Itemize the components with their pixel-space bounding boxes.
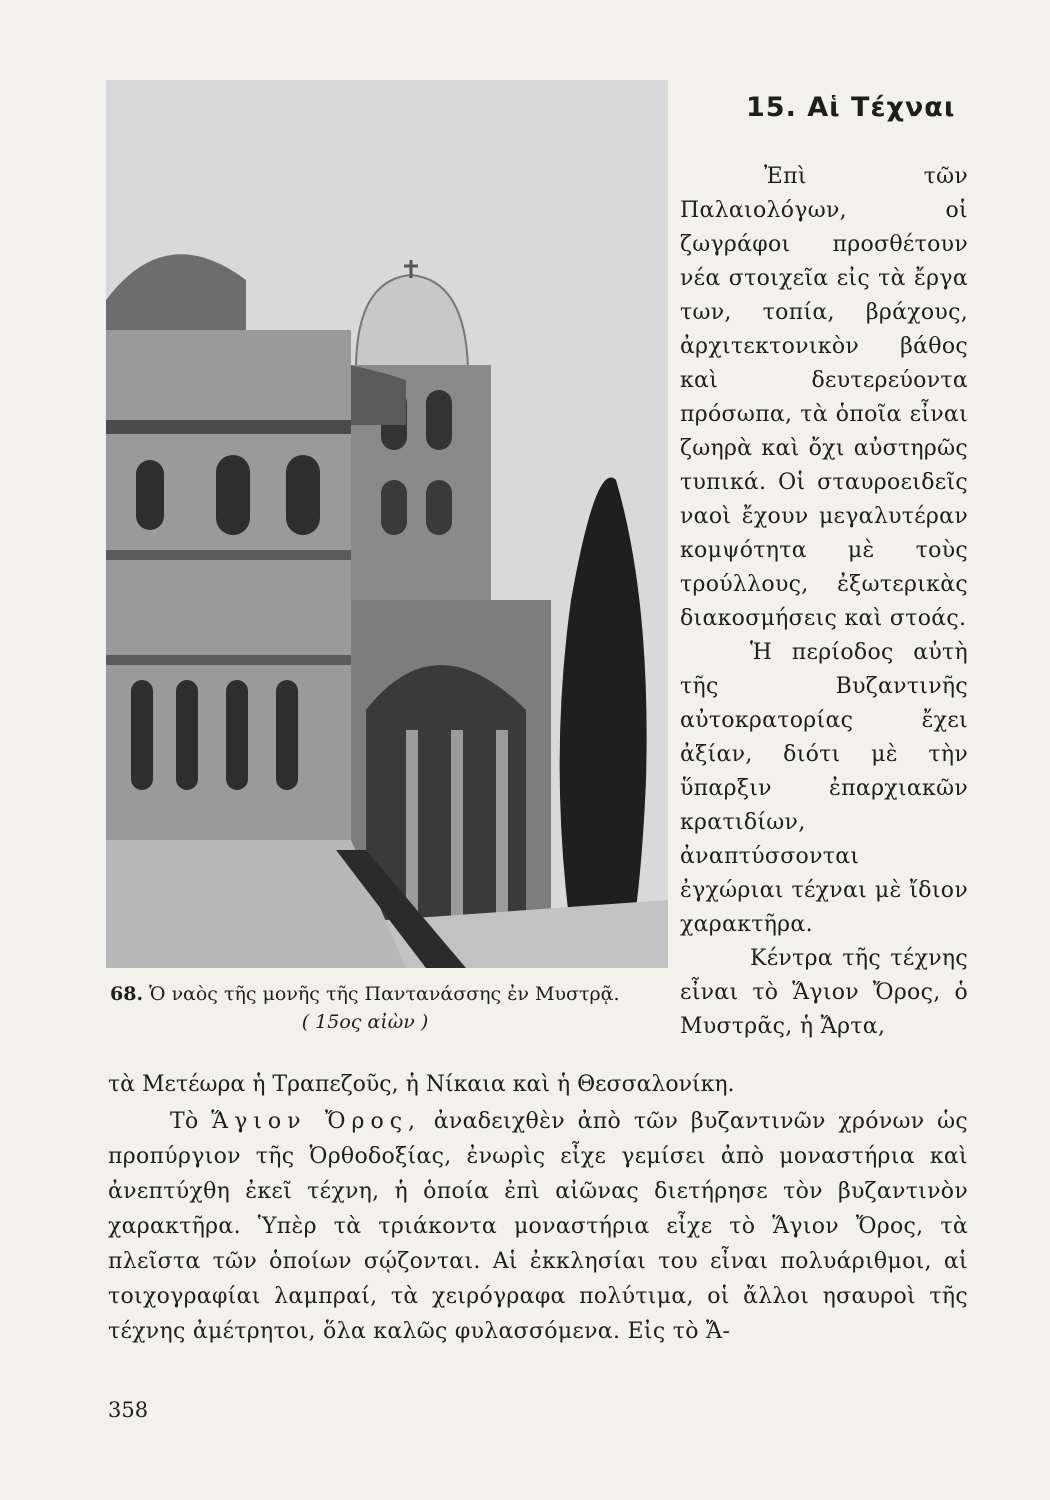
page-number: 358 (108, 1398, 149, 1422)
caption-century: ( 15ος αἰὼν ) (301, 1011, 429, 1033)
figure-caption (110, 980, 680, 1036)
church-photograph (106, 80, 668, 968)
body-text (108, 1104, 968, 1349)
body-spaced-name: Ἅγιον Ὄρος, (211, 1109, 422, 1134)
full-width-line: τὰ Μετέωρα ἡ Τραπεζοῦς, ἡ Νίκαια καὶ ἡ Θεσσαλονίκη. (108, 1072, 735, 1097)
side-paragraph-3: Κέντρα τῆς τέχνης εἶναι τὸ Ἅγιον Ὄρος, ὁ Μυστρᾶς, ἡ Ἄρτα, (680, 946, 968, 1039)
caption-text: Ὁ ναὸς τῆς μονῆς τῆς Παντανάσσης ἐν Μυστρᾷ. (149, 983, 620, 1005)
figure-number: 68. (110, 983, 144, 1005)
side-column (680, 160, 968, 1044)
caption-line (110, 980, 680, 1008)
body-rest: ἀναδειχθὲν ἀπὸ τῶν βυζαντινῶν χρόνων ὡς προπύργιον τῆς Ὀρθοδοξίας, ἐνωρὶς εἶχε γεμίσει ἀπὸ μοναστήρια καὶ ἀνεπτύχθη ἐκεῖ τέχνη, ἡ ὁποία ἐπὶ αἰῶνας διετήρησε τὸν βυζαντινὸν χαρακτῆρα. Ὑπὲρ τὰ τριάκοντα μοναστήρια εἶχε τὸ Ἅγιον Ὄρος, τὰ πλεῖστα τῶν ὁποίων σῴζονται. Αἱ ἐκκλησίαι του εἶναι πολυάριθμοι, αἱ τοιχογραφίαι λαμπραί, τὰ χειρόγραφα πολύτιμα, οἱ ἄλλοι ησαυροὶ τῆς τέχνης ἀμέτρητοι, ὅλα καλῶς φυλασσόμενα. Εἰς τὸ Ἄ- (108, 1109, 969, 1344)
byzantine-church-illustration (106, 80, 668, 968)
section-heading: 15. Αἱ Τέχναι (746, 92, 956, 123)
side-paragraph-2: Ἡ περίοδος αὐτὴ τῆς Βυζαντινῆς αὐτοκρατορίας ἔχει ἀξίαν, διότι μὲ τὴν ὕπαρξιν ἐπαρχιακῶν κρατιδίων, ἀναπτύσσονται ἐγχώριαι τέχναι μὲ ἴδιον χαρακτῆρα. (680, 640, 968, 937)
body-paragraph (108, 1104, 968, 1349)
body-start: Τὸ (170, 1109, 199, 1134)
side-paragraph-1: Ἐπὶ τῶν Παλαιολόγων, οἱ ζωγράφοι προσθέτουν νέα στοιχεῖα εἰς τὰ ἔργα των, τοπία, βράχους, ἀρχιτεκτονικὸν βάθος καὶ δευτερεύοντα πρόσωπα, τὰ ὁποῖα εἶναι ζωηρὰ καὶ ὄχι αὐστηρῶς τυπικά. Οἱ σταυροειδεῖς ναοὶ ἔχουν μεγαλυτέραν κομψότητα μὲ τοὺς τρούλλους, ἐξωτερικὰς διακοσμήσεις καὶ στοάς. (680, 164, 968, 631)
